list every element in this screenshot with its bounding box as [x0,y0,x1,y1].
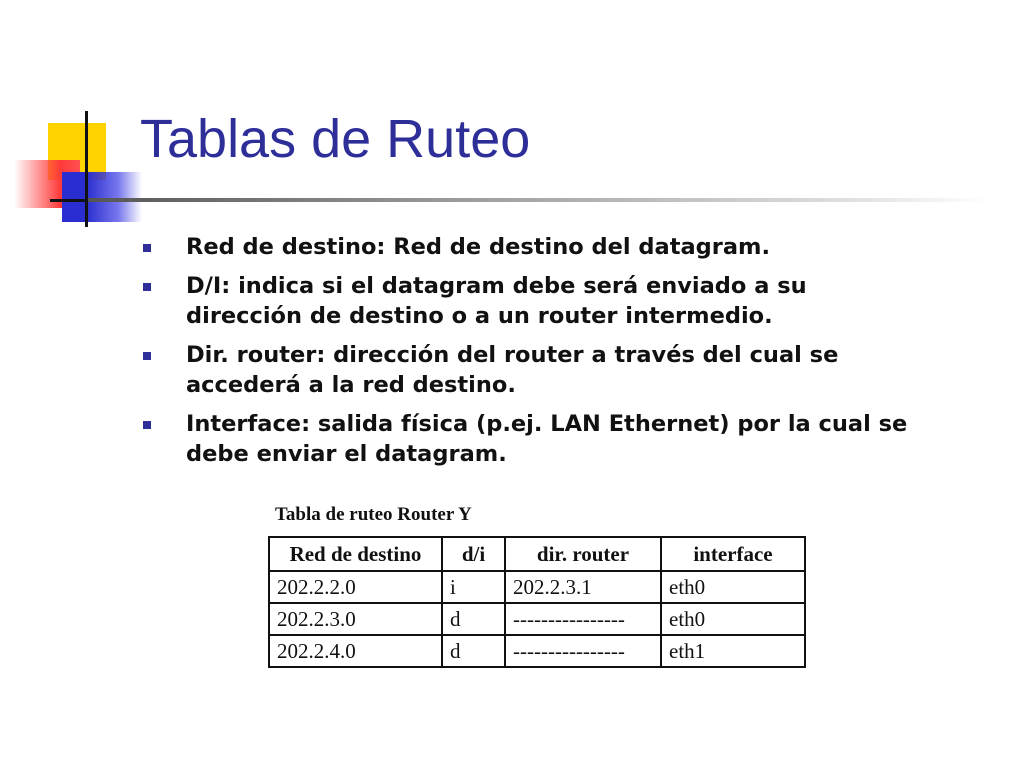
slide-title: Tablas de Ruteo [140,109,531,169]
bullet-text: Interface: salida física (p.ej. LAN Ethernet) por la cual se debe enviar el datagram. [186,411,908,467]
bullet-item [140,409,930,469]
logo-vertical-line [85,111,88,227]
bullet-text: D/I: indica si el datagram debe será enviado a su dirección de destino o a un router intermedio. [186,273,807,329]
slide-logo-decoration [0,0,140,240]
table-cell: 202.2.2.0 [269,571,442,603]
table-cell: eth0 [661,603,805,635]
header-cell: d/i [442,537,505,571]
table-cell: 202.2.4.0 [269,635,442,667]
title-divider [88,198,988,202]
bullet-square-icon [143,283,151,291]
bullet-item [140,232,930,262]
header-cell: Red de destino [269,537,442,571]
table-header-row [269,537,805,571]
table-cell: ---------------- [505,635,661,667]
table-cell: d [442,635,505,667]
table-cell: ---------------- [505,603,661,635]
bullet-item [140,271,930,331]
header-cell: dir. router [505,537,661,571]
table-row [269,603,805,635]
table-row [269,571,805,603]
bullet-item [140,340,930,400]
header-cell: interface [661,537,805,571]
bullet-square-icon [143,421,151,429]
table-cell: 202.2.3.1 [505,571,661,603]
table-cell: 202.2.3.0 [269,603,442,635]
table-cell: d [442,603,505,635]
routing-table [268,536,806,668]
logo-blue-square [62,172,142,222]
bullet-square-icon [143,244,151,252]
bullet-list [140,232,930,478]
table-cell: eth1 [661,635,805,667]
bullet-text: Dir. router: dirección del router a través del cual se accederá a la red destino. [186,342,839,398]
table-caption: Tabla de ruteo Router Y [275,504,472,525]
table-cell: i [442,571,505,603]
table-row [269,635,805,667]
bullet-text: Red de destino: Red de destino del datagram. [186,234,771,260]
table-cell: eth0 [661,571,805,603]
bullet-square-icon [143,352,151,360]
